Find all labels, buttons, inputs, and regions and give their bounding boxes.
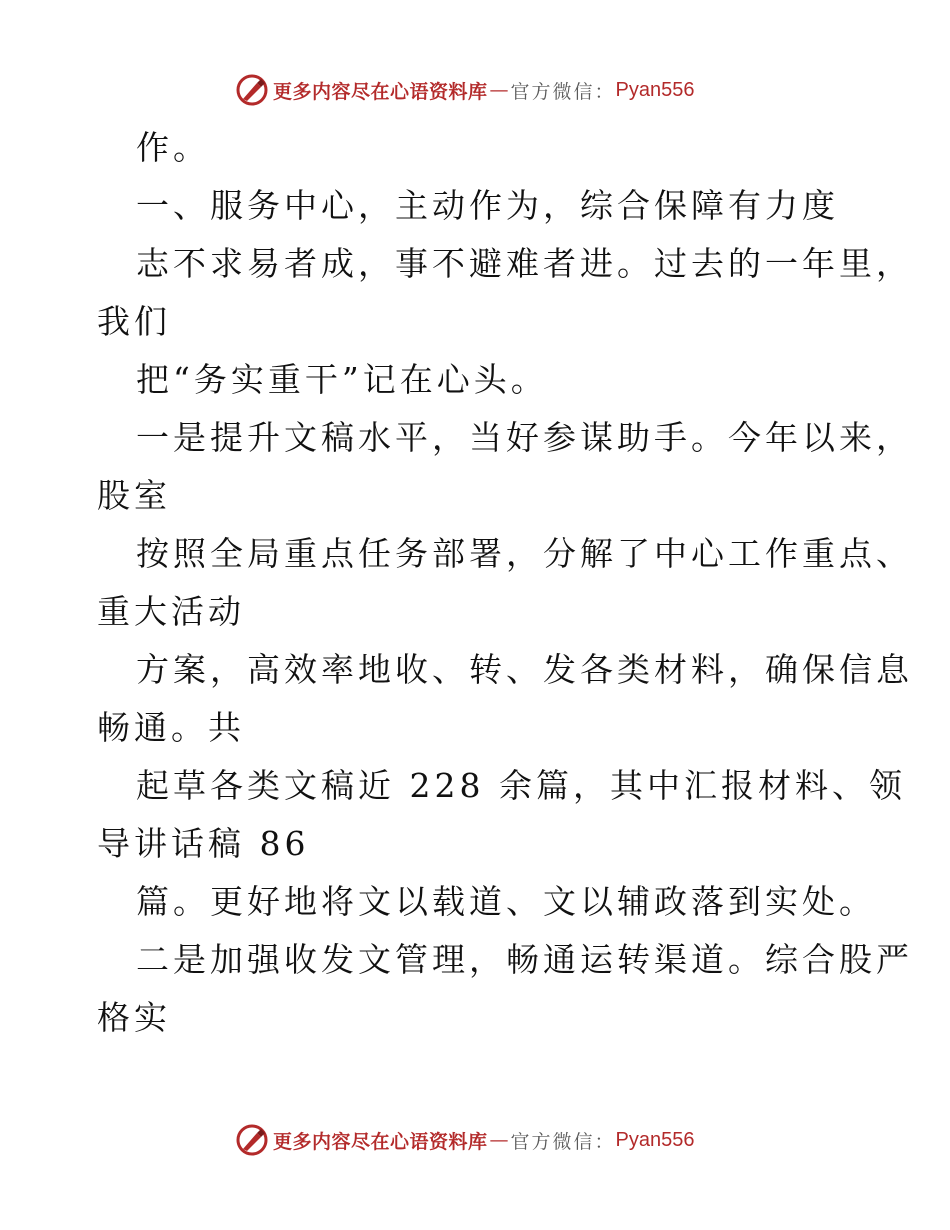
banner-wechat-id: Pyan556 [615,1128,695,1151]
text-line: 按照全局重点任务部署，分解了中心工作重点、 [136,534,913,573]
text-line: 作。 [136,128,210,167]
text-line: 格实 [97,998,171,1037]
text-line: 把“务实重干”记在心头。 [136,360,548,399]
banner-dash: — [489,79,509,101]
text-line: 一是提升文稿水平，当好参谋助手。今年以来， [136,418,913,457]
banner-dash: — [489,1129,509,1151]
banner-site-text: 更多内容尽在心语资料库 [273,1130,488,1153]
text-line: 志不求易者成，事不避难者进。过去的一年里， [136,244,913,283]
text-line: 导讲话稿 86 [97,824,310,863]
header-banner [235,70,755,110]
banner-site-text: 更多内容尽在心语资料库 [273,80,488,103]
banner-wechat-id: Pyan556 [615,78,695,101]
text-line: 起草各类文稿近 228 余篇，其中汇报材料、领 [136,766,906,805]
banner-official-label: 官方微信： [510,80,616,103]
pen-logo-icon [235,1123,269,1157]
text-line: 股室 [97,476,171,515]
text-line: 重大活动 [97,592,245,631]
text-line: 二是加强收发文管理，畅通运转渠道。综合股严 [136,940,913,979]
footer-banner [235,1120,755,1160]
pen-logo-icon [235,73,269,107]
text-line: 篇。更好地将文以载道、文以辅政落到实处。 [136,882,876,921]
text-line: 我们 [97,302,171,341]
banner-official-label: 官方微信： [510,1130,616,1153]
text-line: 畅通。共 [97,708,245,747]
section-heading: 一、服务中心，主动作为，综合保障有力度 [136,186,839,225]
text-line: 方案，高效率地收、转、发各类材料，确保信息 [136,650,913,689]
